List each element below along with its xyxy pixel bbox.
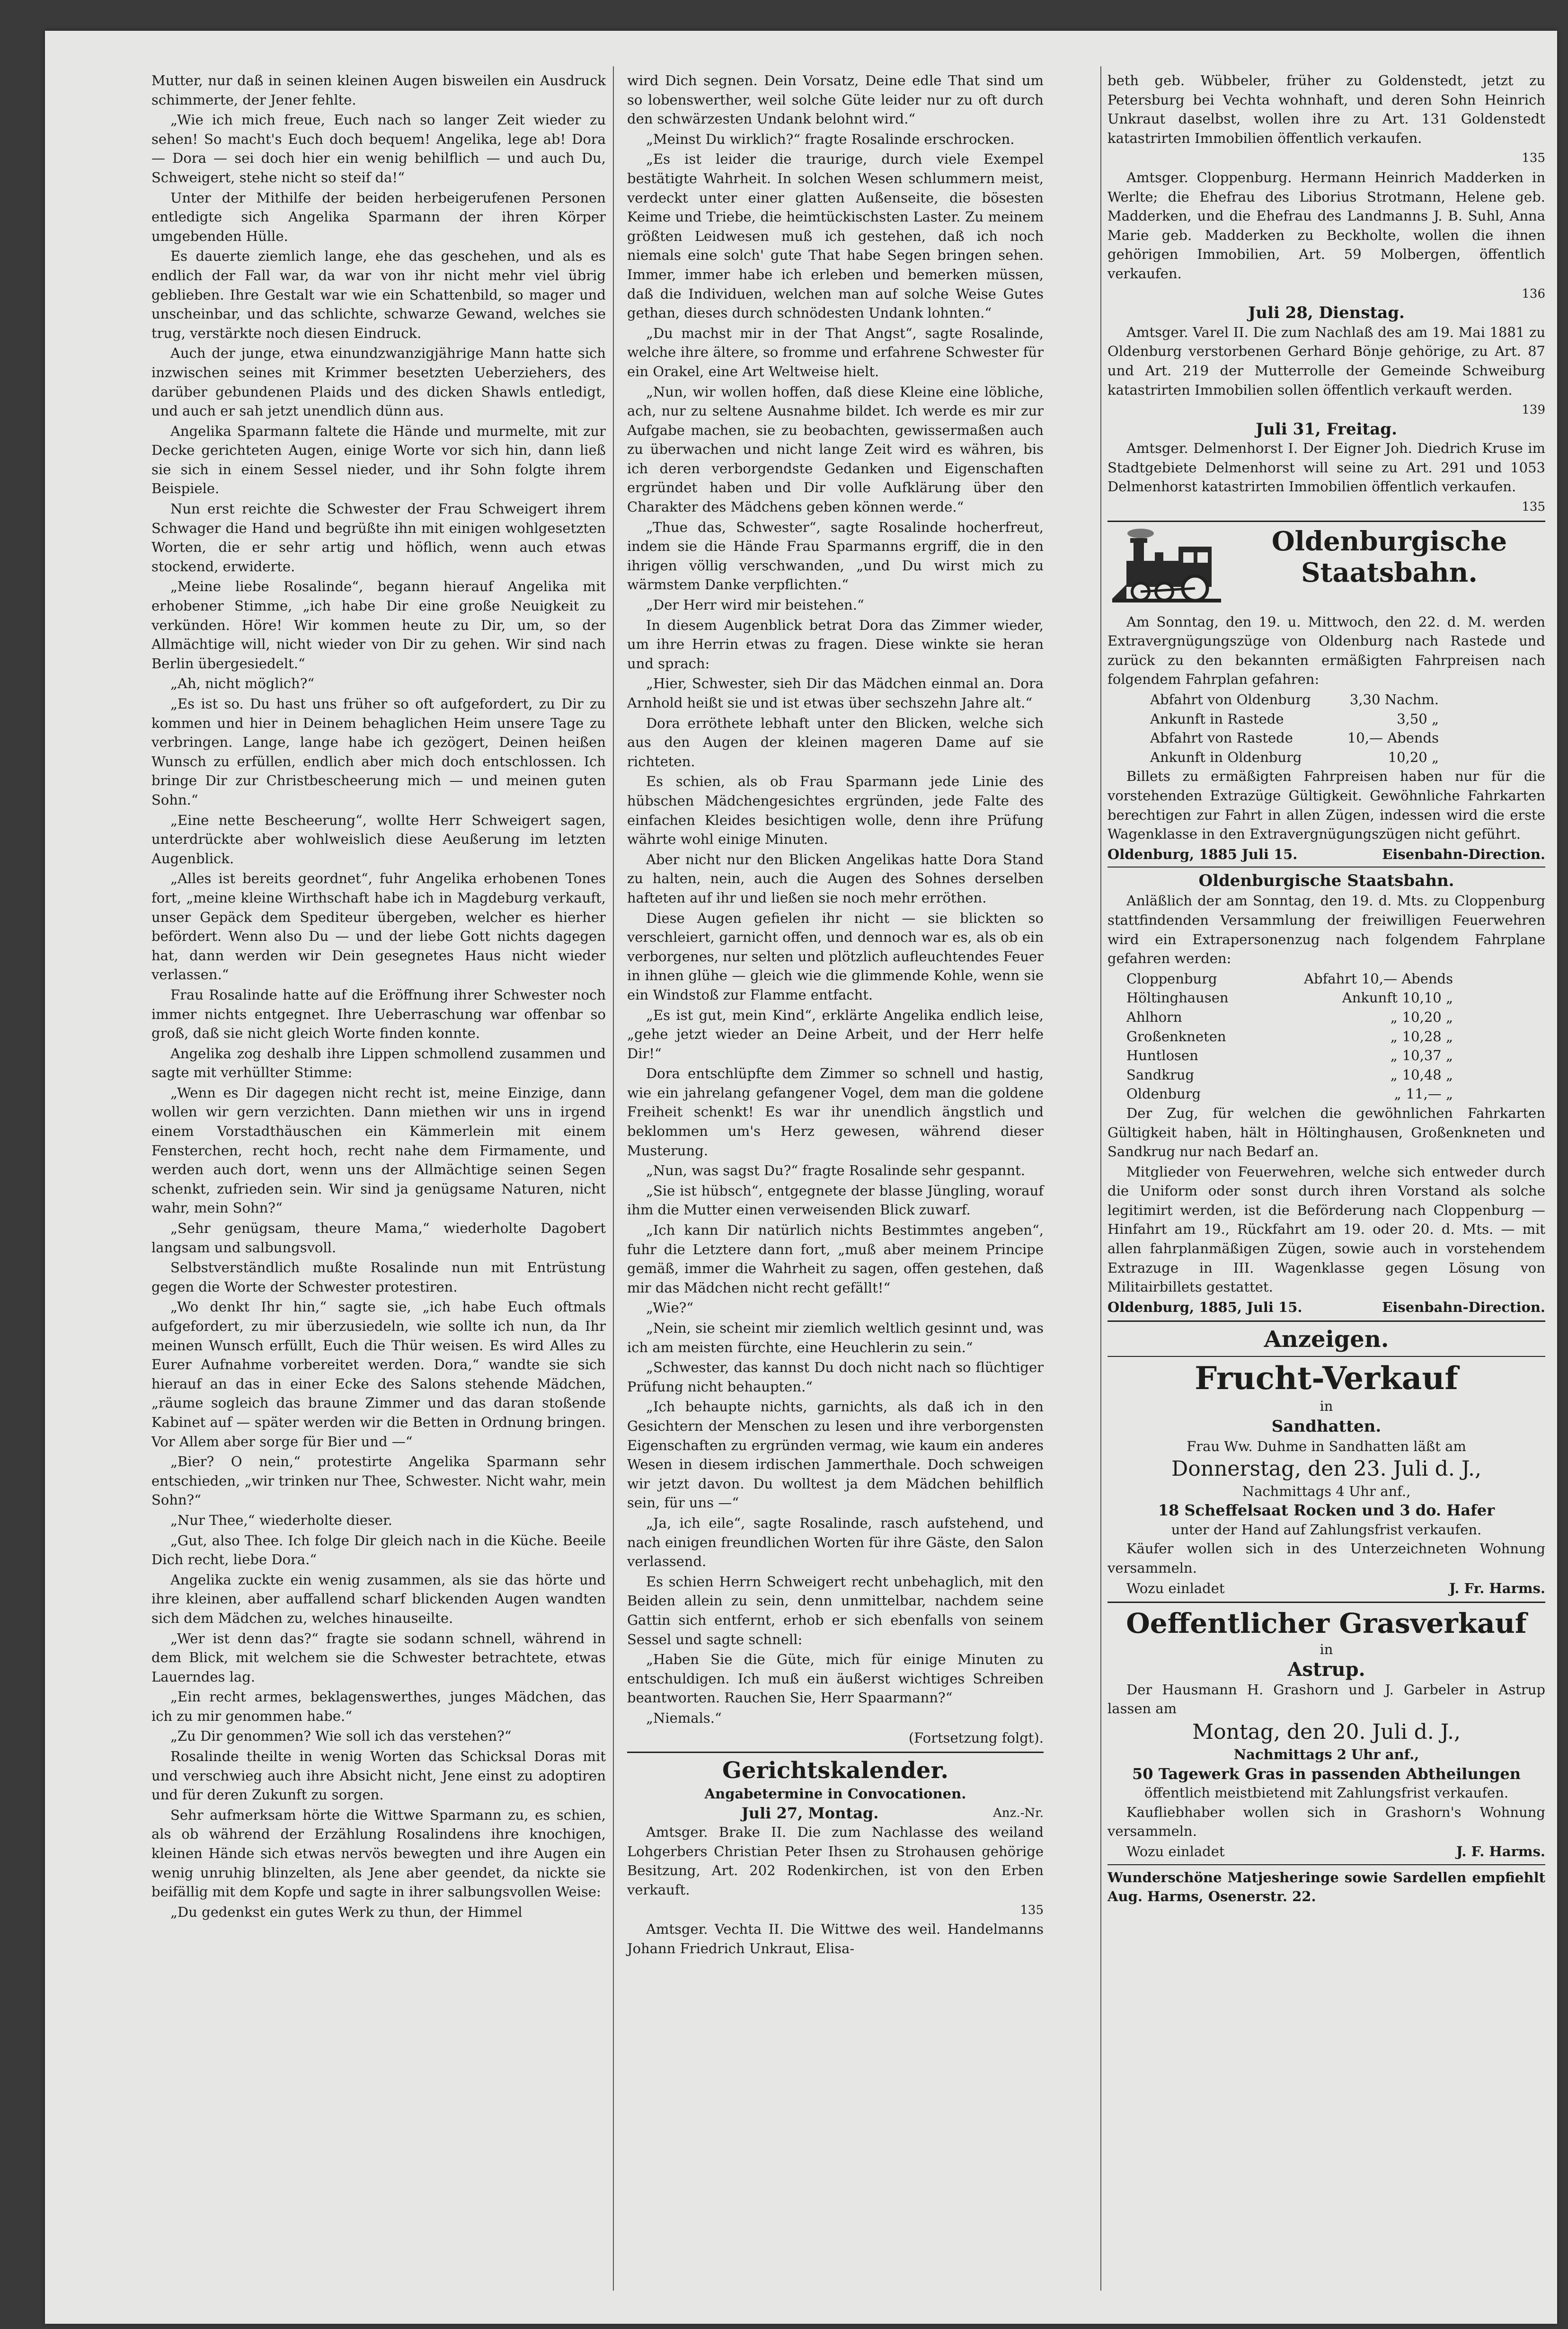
anz-nr-label: Anz.-Nr. (993, 1806, 1044, 1820)
section-divider (1107, 1320, 1545, 1322)
novel-paragraph: Es schien Herrn Schweigert recht unbehaglich, mit den Beiden allein zu sein, denn unmittelbar, nachdem seine Gattin sich entfernt, erhob er sich ebenfalls von seinem Sessel und sagte schnell: (627, 1573, 1044, 1647)
railway-text: Billets zu ermäßigten Fahrpreisen haben nur für die vorstehenden Extrazüge Gültigkeit. Gewöhnliche Fahrkarten berechtigen zur Fahrt in allen Zügen, indessen wird die erste Wagenklasse in den Extravergnügungszügen nicht geführt. (1107, 768, 1545, 842)
section-divider (1107, 1356, 1545, 1357)
timetable-row (1150, 709, 1444, 729)
railway-title-2: Staatsbahn. (1301, 557, 1478, 588)
grass-sale-text: Der Hausmann H. Grashorn und J. Garbeler in Astrup lassen am (1107, 1681, 1545, 1717)
grass-sale-text: öffentlich meistbietend mit Zahlungsfrist verkaufen. (1144, 1785, 1509, 1801)
entry-number: 139 (1522, 403, 1545, 417)
fruit-sale-title: Frucht-Verkauf (1195, 1360, 1458, 1397)
novel-column-2 (627, 71, 1044, 1959)
novel-paragraph: „Wenn es Dir dagegen nicht recht ist, meine Einzige, dann wollen wir gern verzichten. Dann miethen wir uns in irgend einem Vorstadthäuschen ein Kämmerlein mit einem Fensterchen, recht hoch, recht nahe dem Firmamente, und werden auch dort, wenn uns der Allmächtige seinen Segen schenkt, zufrieden sein. Wir sind ja genügsame Naturen, nicht wahr, mein Sohn?“ (151, 1084, 606, 1216)
column-rule (613, 66, 614, 2291)
invite-text: Wozu einladet (1126, 1580, 1225, 1596)
novel-paragraph: „Ah, nicht möglich?“ (170, 675, 315, 692)
court-entry: Amtsger. Vechta II. Die Wittwe des weil. Handelmanns Johann Friedrich Unkraut, Elisa- (627, 1921, 1044, 1957)
court-date: Juli 27, Montag. (741, 1804, 879, 1822)
novel-paragraph: Dora erröthete lebhaft unter den Blicken, welche sich aus den Augen der kleinen mageren Dame auf sie richteten. (627, 715, 1044, 770)
grass-sale-date: Montag, den 20. Juli d. J., (1192, 1719, 1461, 1744)
railway-text: Anläßlich der am Sonntag, den 19. d. Mts. zu Cloppenburg stattfindenden Versammlung der freiwilligen Feuerwehren wird ein Extrapersonenzug nach folgendem Fahrplane gefahren werden: (1107, 893, 1545, 967)
timetable-row (1126, 1084, 1458, 1104)
grass-sale-place: Astrup. (1287, 1658, 1365, 1681)
section-divider (1107, 1602, 1545, 1603)
timetable-1 (1150, 690, 1444, 767)
novel-paragraph: Es schien, als ob Frau Sparmann jede Linie des hübschen Mädchengesichtes ergründen, jede Falte des einfachen Kleides besichtigen wolle, denn ihre Prüfung währte wohl einige Minuten. (627, 773, 1044, 848)
timetable-row (1126, 969, 1458, 989)
timetable-row (1150, 748, 1444, 767)
novel-paragraph: „Hier, Schwester, sieh Dir das Mädchen einmal an. Dora Arnhold heißt sie und ist etwas über sechszehn Jahre alt.“ (627, 675, 1044, 711)
ad-signature: J. F. Harms. (1456, 1843, 1545, 1860)
court-entry: Amtsger. Cloppenburg. Hermann Heinrich Madderken in Werlte; die Ehefrau des Liborius Strotmann, Helene geb. Madderken, und die Ehefrau des Landmanns J. B. Suhl, Anna Marie geb. Madderken zu Beckholte, wollen die ihnen gehörigen Immobilien, Art. 59 Molbergen, öffentlich verkaufen. (1107, 169, 1545, 282)
railway-signature: Eisenbahn-Direction. (1382, 846, 1545, 862)
fruit-sale-in: in (1320, 1398, 1333, 1415)
railway-place-date: Oldenburg, 1885 Juli 15. (1107, 846, 1298, 862)
timetable-cell: Höltinghausen (1126, 990, 1229, 1006)
grass-sale-goods: 50 Tagewerk Gras in passenden Abtheilungen (1132, 1764, 1521, 1783)
court-entry: Amtsger. Varel II. Die zum Nachlaß des am 19. Mai 1881 zu Oldenburg verstorbenen Gerhard Bönje gehörige, zu Art. 87 und Art. 219 der Mutterrolle der Gemeinde Schweiburg katastrirten Immobilien sollen öffentlich verkauft werden. (1107, 324, 1545, 398)
fruit-sale-place: Sandhatten. (1271, 1417, 1382, 1436)
court-date: Juli 28, Dienstag. (1248, 303, 1405, 323)
timetable-cell: Oldenburg (1126, 1086, 1201, 1102)
timetable-cell: „ (1390, 1009, 1398, 1025)
fruit-sale-goods: 18 Scheffelsaat Rocken und 3 do. Hafer (1158, 1501, 1495, 1520)
timetable-cell: Ankunft (1342, 990, 1398, 1006)
timetable-cell: Huntlosen (1126, 1047, 1198, 1064)
novel-paragraph: Nun erst reichte die Schwester der Frau Schweigert ihrem Schwager die Hand und begrüßte ihn mit einigen wohlgesetzten Worten, die er sehr artig und höflich, wenn auch etwas stockend, erwiderte. (151, 501, 606, 575)
timetable-row (1126, 1008, 1458, 1027)
ads-column (1107, 71, 1545, 1907)
novel-paragraph: „Sie ist hübsch“, entgegnete der blasse Jüngling, worauf ihm die Mutter einen verweisenden Blick zuwarf. (627, 1182, 1044, 1218)
novel-paragraph: „Wer ist denn das?“ fragte sie sodann schnell, während in dem Blick, mit welchem sie die Schwester betrachtete, etwas Lauerndes lag. (151, 1630, 606, 1685)
novel-paragraph: „Du machst mir in der That Angst“, sagte Rosalinde, welche ihre ältere, so fromme und erfahrene Schwester für ein Orakel, eine Art Weltweise hielt. (627, 325, 1044, 380)
court-entry: Amtsger. Brake II. Die zum Nachlasse des weiland Lohgerbers Christian Peter Ihsen zu Strohausen gehörige Besitzung, Art. 202 Rodenkirchen, ist von den Erben verkauft. (627, 1824, 1044, 1898)
railway-title: Oldenburgische Staatsbahn. (1198, 871, 1454, 891)
timetable-cell: 10,20 „ (1388, 749, 1439, 765)
entry-number: 136 (1522, 286, 1545, 301)
timetable-cell: 3,30 Nachm. (1349, 691, 1439, 708)
novel-paragraph: „Ja, ich eile“, sagte Rosalinde, rasch aufstehend, und nach einigen freundlichen Worten für ihre Gäste, den Salon verlassend. (627, 1514, 1044, 1570)
timetable-row (1126, 1046, 1458, 1065)
locomotive-icon (1107, 528, 1226, 611)
fruit-sale-text: unter der Hand auf Zahlungsfrist verkaufen. (1171, 1521, 1482, 1538)
timetable-cell: Cloppenburg (1126, 970, 1217, 987)
fruit-sale-text: Käufer wollen sich in des Unterzeichneten Wohnung versammeln. (1107, 1541, 1545, 1576)
novel-paragraph: wird Dich segnen. Dein Vorsatz, Deine edle That sind um so lobenswerther, weil solche Güte leider nur zu oft durch den schwärzesten Undank belohnt wird.“ (627, 72, 1044, 127)
grass-sale-ad (1107, 1607, 1545, 1861)
timetable-cell: Abfahrt von Oldenburg (1150, 691, 1311, 708)
section-divider (1107, 867, 1545, 868)
novel-paragraph: „Bier? O nein,“ protestirte Angelika Sparmann sehr entschieden, „wir trinken nur Thee, Schwester. Nicht wahr, mein Sohn?“ (151, 1453, 606, 1508)
novel-paragraph: „Haben Sie die Güte, mich für einige Minuten zu entschuldigen. Ich muß ein äußerst wichtiges Schreiben beantworten. Rauchen Sie, Herr Spaarmann?“ (627, 1651, 1044, 1706)
ads-heading: Anzeigen. (1264, 1326, 1389, 1353)
novel-paragraph: Dora entschlüpfte dem Zimmer so schnell und hastig, wie ein jahrelang gefangener Vogel, dem man die goldene Freiheit schenkt! Es war ihr unendlich ängstlich und beklommen um's Herz gewesen, während dieser Musterung. (627, 1065, 1044, 1159)
novel-paragraph: „Gut, also Thee. Ich folge Dir gleich nach in die Küche. Beeile Dich recht, liebe Dora.“ (151, 1532, 606, 1568)
novel-continuation (627, 71, 1044, 1727)
timetable-cell: „ (1390, 1028, 1398, 1045)
timetable-row (1150, 728, 1444, 748)
timetable-cell: 10,20 „ (1402, 1009, 1453, 1025)
novel-paragraph: „Alles ist bereits geordnet“, fuhr Angelika erhobenen Tones fort, „meine kleine Wirthschaft habe ich in Magdeburg verkauft, unser Gepäck dem Spediteur übergeben, welcher es hierher befördert. Wenn also Du — und der liebe Gott nichts dagegen hat, dann werden wir Dein gesegnetes Haus nicht wieder verlassen.“ (151, 870, 606, 983)
novel-paragraph: Unter der Mithilfe der beiden herbeigerufenen Personen entledigte sich Angelika Sparmann der ihren Körper umgebenden Hülle. (151, 189, 606, 244)
novel-paragraph: „Es ist leider die traurige, durch viele Exempel bestätigte Wahrheit. In solchen Wesen schlummern meist, verdeckt unter einer glatten Außenseite, die bösesten Keime und Triebe, die heimtückischsten Laster. Zu meinem größten Leidwesen muß ich gestehen, daß ich noch niemals eine solch' gute That habe Segen bringen sehen. Immer, immer habe ich erleben und bemerken müssen, daß die Individuen, welchen man auf solche Weise Gutes gethan, dieses durch schnödesten Undank lohnten.“ (627, 151, 1044, 321)
court-calendar-subtitle: Angabetermine in Convocationen. (704, 1786, 966, 1802)
novel-paragraph: Es dauerte ziemlich lange, ehe das geschehen, und als es endlich der Fall war, da war von ihr nicht mehr viel übrig geblieben. Ihre Gestalt war wie ein Schattenbild, so mager und unscheinbar, und das schlichte, schwarze Gewand, welches sie trug, verstärkte noch diesen Eindruck. (151, 248, 606, 341)
timetable-cell: 10,10 „ (1402, 990, 1453, 1006)
novel-paragraph: „Wie ich mich freue, Euch nach so langer Zeit wieder zu sehen! So macht's Euch doch bequem! Angelika, lege ab! Dora — Dora — sei doch hier ein wenig behilflich — und auch Du, Schweigert, stehe nicht so steif da!“ (151, 112, 606, 186)
novel-paragraph: „Nur Thee,“ wiederholte dieser. (170, 1512, 392, 1528)
timetable-cell: „ (1394, 1086, 1401, 1102)
section-divider (1107, 1864, 1545, 1865)
novel-paragraph: Sehr aufmerksam hörte die Wittwe Sparmann zu, es schien, als ob während der Erzählung Rosalindens ihre knochigen, kleinen Hände sich etwas nervös bewegten und ihre Augen ein wenig unruhig blinzelten, als Jene aber geendet, da nickte sie beifällig mit dem Kopfe und sagte in ihrer salbungsvollen Weise: (151, 1807, 606, 1900)
railway-ad-2 (1107, 870, 1545, 1317)
railway-text: Der Zug, für welchen die gewöhnlichen Fahrkarten Gültigkeit haben, hält in Höltinghausen, Großenkneten und Sandkrug nur nach Bedarf an. (1107, 1105, 1545, 1160)
grass-sale-title: Oeffentlicher Grasverkauf (1126, 1607, 1527, 1640)
novel-paragraph: Diese Augen gefielen ihr nicht — sie blickten so verschleiert, garnicht offen, und dennoch war es, als ob ein verborgenes, nur selten und plötzlich aufleuchtendes Feuer in ihnen glühe — gleich wie die glimmende Kohle, wenn sie ein Windstoß zur Flamme entfacht. (627, 910, 1044, 1003)
continuation-note: (Fortsetzung folgt). (908, 1730, 1044, 1746)
invite-text: Wozu einladet (1126, 1843, 1225, 1860)
novel-paragraph: Angelika zog deshalb ihre Lippen schmollend zusammen und sagte mit verhüllter Stimme: (151, 1045, 606, 1081)
fruit-sale-date: Donnerstag, den 23. Juli d. J., (1171, 1456, 1482, 1481)
timetable-cell: Großenkneten (1126, 1028, 1226, 1045)
timetable-cell: Abfahrt von Rastede (1150, 730, 1293, 746)
herring-ad: Wunderschöne Matjesheringe sowie Sardellen empfiehlt Aug. Harms, Osenerstr. 22. (1107, 1869, 1545, 1905)
timetable-cell: 3,50 „ (1397, 710, 1439, 727)
timetable-cell: „ (1390, 1047, 1398, 1064)
ad-signature: J. Fr. Harms. (1449, 1580, 1545, 1596)
novel-paragraph: „Zu Dir genommen? Wie soll ich das verstehen?“ (170, 1728, 512, 1745)
timetable-row (1126, 1027, 1458, 1046)
novel-paragraph: „Ich kann Dir natürlich nichts Bestimmtes angeben“, fuhr die Letztere dann fort, „muß aber meinem Principe gemäß, immer die Wahrheit zu sagen, offen gestehen, daß mir das Mädchen nicht recht gefällt!“ (627, 1222, 1044, 1296)
timetable-row (1126, 988, 1458, 1008)
grass-sale-text: Kaufliebhaber wollen sich in Grashorn's Wohnung versammeln. (1107, 1804, 1545, 1840)
railway-place-date: Oldenburg, 1885, Juli 15. (1107, 1299, 1302, 1315)
novel-paragraph: Rosalinde theilte in wenig Worten das Schicksal Doras mit und verschwieg auch ihre Absicht nicht, Jene einst zu adoptiren und für deren Zukunft zu sorgen. (151, 1748, 606, 1803)
timetable-cell: 10,48 „ (1402, 1066, 1453, 1083)
grass-sale-time: Nachmittags 2 Uhr anf., (1233, 1746, 1419, 1762)
timetable-cell: Sandkrug (1126, 1066, 1195, 1083)
timetable-cell: 10,37 „ (1402, 1047, 1453, 1064)
railway-title-1: Oldenburgische (1271, 525, 1507, 557)
novel-paragraph: „Du gedenkst ein gutes Werk zu thun, der Himmel (170, 1904, 523, 1920)
timetable-cell: Abfahrt (1304, 970, 1357, 987)
entry-number: 135 (1522, 151, 1545, 166)
novel-paragraph: Angelika zuckte ein wenig zusammen, als sie das hörte und ihre kleinen, aber auffallend scharf blickenden Augen wandten sich dem Mädchen zu, welches hinauseilte. (151, 1571, 606, 1626)
timetable-cell: 10,— Abends (1361, 970, 1453, 987)
novel-paragraph: Frau Rosalinde hatte auf die Eröffnung ihrer Schwester noch immer nichts entgegnet. Ihre Ueberraschung war offenbar so groß, daß sie nicht gleich Worte finden konnte. (151, 986, 606, 1042)
railway-ad-1 (1107, 526, 1545, 864)
court-entry: beth geb. Wübbeler, früher zu Goldenstedt, jetzt zu Petersburg bei Vechta wohnhaft, und deren Sohn Heinrich Unkraut daselbst, wollen ihre zu Art. 131 Goldenstedt katastrirten Immobilien öffentlich verkaufen. (1107, 72, 1545, 146)
section-divider (1107, 521, 1545, 522)
timetable-row (1150, 690, 1444, 709)
section-divider (627, 1752, 1044, 1753)
timetable-cell: „ (1390, 1066, 1398, 1083)
timetable-cell: Ankunft in Oldenburg (1150, 749, 1302, 765)
novel-paragraph: Selbstverständlich mußte Rosalinde nun mit Entrüstung gegen die Worte der Schwester protestiren. (151, 1259, 606, 1295)
fruit-sale-ad (1107, 1360, 1545, 1598)
timetable-cell: 10,— Abends (1347, 730, 1439, 746)
novel-paragraph: „Ich behaupte nichts, garnichts, als daß ich in den Gesichtern der Menschen zu lesen und ihre verborgensten Eigenschaften zu ergründen vermag, wie kaum ein anderes Wesen in diesem irdischen Jammerthale. Doch schweigen wir jetzt davon. Du wolltest ja dem Mädchen behilflich sein, für uns —“ (627, 1399, 1044, 1511)
novel-paragraph: Mutter, nur daß in seinen kleinen Augen bisweilen ein Ausdruck schimmerte, der Jener fehlte. (151, 72, 606, 108)
novel-column-1 (151, 71, 606, 1922)
timetable-row (1126, 1065, 1458, 1085)
novel-paragraph: „Nun, was sagst Du?“ fragte Rosalinde sehr gespannt. (646, 1162, 1026, 1179)
novel-paragraph: „Wie?“ (646, 1300, 694, 1316)
novel-paragraph: „Niemals.“ (646, 1709, 722, 1726)
novel-paragraph: „Nun, wir wollen hoffen, daß diese Kleine eine löbliche, ach, nur zu seltene Ausnahme bildet. Ich werde es mir zur Aufgabe machen, sie zu beobachten, gewissermaßen auch zu überwachen und nicht lange Zeit wird es währen, bis ich deren verborgendste Gedanken und Eigenschaften ergründet haben und Dir volle Aufklärung über den Charakter des Mädchens geben können werde.“ (627, 383, 1044, 515)
novel-paragraph: Aber nicht nur den Blicken Angelikas hatte Dora Stand zu halten, nein, auch die Augen des Sohnes derselben hafteten auf ihr und ließen sie noch mehr erröthen. (627, 851, 1044, 906)
novel-paragraph: „Es ist gut, mein Kind“, erklärte Angelika endlich leise, „gehe jetzt wieder an Deine Arbeit, und der Herr helfe Dir!“ (627, 1007, 1044, 1062)
railway-text: Am Sonntag, den 19. u. Mittwoch, den 22. d. M. werden Extravergnügungszüge von Oldenburg nach Rastede und zurück zu den bekannten ermäßigten Fahrpreisen nach folgendem Fahrplan gefahren: (1107, 613, 1545, 688)
timetable-cell: 11,— „ (1406, 1086, 1453, 1102)
novel-paragraph: Angelika Sparmann faltete die Hände und murmelte, mit zur Decke gerichteten Augen, einige Worte vor sich hin, dann ließ sie sich in einem Sessel nieder, und ihr Sohn folgte ihrem Beispiele. (151, 423, 606, 497)
timetable-cell: Ankunft in Rastede (1150, 710, 1284, 727)
fruit-sale-text: Frau Ww. Duhme in Sandhatten läßt am (1187, 1438, 1466, 1455)
court-date: Juli 31, Freitag. (1256, 419, 1397, 439)
novel-paragraph: In diesem Augenblick betrat Dora das Zimmer wieder, um ihre Herrin etwas zu fragen. Diese winkte sie heran und sprach: (627, 617, 1044, 672)
entry-number: 135 (1020, 1903, 1044, 1917)
timetable-cell: Ahlhorn (1126, 1009, 1182, 1025)
novel-paragraph: „Meine liebe Rosalinde“, begann hierauf Angelika mit erhobener Stimme, „ich habe Dir eine große Neuigkeit zu verkünden. Höre! Wir kommen heute zu Dir, um, so der Allmächtige will, nicht wieder von Dir zu gehen. Wir sind nach Berlin übergesiedelt.“ (151, 578, 606, 672)
railway-signature: Eisenbahn-Direction. (1382, 1299, 1545, 1315)
novel-paragraph: Auch der junge, etwa einundzwanzigjährige Mann hatte sich inzwischen seines mit Krimmer besetzten Ueberziehers, des darüber gebundenen Plaids und des dicken Shawls entledigt, und auch er sah jetzt unendlich dünn aus. (151, 345, 606, 419)
railway-text: Mitglieder von Feuerwehren, welche sich entweder durch die Uniform oder sonst durch ihren Vorstand als solche legitimirt werden, ist die Beförderung nach Cloppenburg — Hinfahrt am 19., Rückfahrt am 19. oder 20. d. Mts. — mit allen fahrplanmäßigen Zügen, sowie auch in vorstehendem Extrazuge in III. Wagenklasse gegen Lösung von Militairbillets gestattet. (1107, 1163, 1545, 1295)
court-entry: Amtsger. Delmenhorst I. Der Eigner Joh. Diedrich Kruse im Stadtgebiete Delmenhorst will seine zu Art. 291 und 1053 Delmenhorst katastrirten Immobilien öffentlich verkaufen. (1107, 440, 1545, 495)
novel-paragraph: „Nein, sie scheint mir ziemlich weltlich gesinnt und, was ich am meisten fürchte, eine Heuchlerin zu sein.“ (627, 1320, 1044, 1355)
novel-paragraph: „Wo denkt Ihr hin,“ sagte sie, „ich habe Euch oftmals aufgefordert, zu mir überzusiedeln, wie sollte ich nun, da Ihr meinen Wunsch erfüllt, Euch die Thür weisen. Es wird Alles zu Eurer Aufnahme vorbereitet werden. Dora,“ wandte sie sich hierauf an das in einer Ecke des Salons stehende Mädchen, „räume sogleich das braune Zimmer und das daran stoßende Kabinet auf — später werden wir die Betten in Ordnung bringen. Vor Allem aber sorge für Bier und —“ (151, 1299, 606, 1450)
novel-paragraph: „Schwester, das kannst Du doch nicht nach so flüchtiger Prüfung nicht behaupten.“ (627, 1359, 1044, 1395)
novel-paragraph: „Eine nette Bescheerung“, wollte Herr Schweigert sagen, unterdrückte aber wohlweislich diese Aeußerung im letzten Augenblick. (151, 812, 606, 867)
novel-paragraph: „Meinst Du wirklich?“ fragte Rosalinde erschrocken. (646, 131, 1015, 147)
novel-paragraph: „Ein recht armes, beklagenswerthes, junges Mädchen, das ich zu mir genommen habe.“ (151, 1689, 606, 1724)
entry-number: 135 (1522, 500, 1545, 514)
timetable-2 (1126, 969, 1458, 1104)
column-rule (1100, 66, 1101, 2291)
grass-sale-in: in (1320, 1641, 1333, 1658)
novel-paragraph: „Es ist so. Du hast uns früher so oft aufgefordert, zu Dir zu kommen und hier in Deinem behaglichen Heim unsere Tage zu verbringen. Lange, lange habe ich gezögert, Deinen heißen Wunsch zu erfüllen, endlich aber mich doch entschlossen. Ich bringe Dir zur Christbescheerung mich — und meinen guten Sohn.“ (151, 696, 606, 808)
court-calendar-title: Gerichtskalender. (722, 1757, 949, 1784)
novel-paragraph: „Thue das, Schwester“, sagte Rosalinde hocherfreut, indem sie die Hände Frau Sparmanns ergriff, die in den ihrigen völlig verschwanden, „und Du wirst mich zu wärmstem Danke verpflichten.“ (627, 519, 1044, 593)
timetable-cell: 10,28 „ (1402, 1028, 1453, 1045)
fruit-sale-time: Nachmittags 4 Uhr anf., (1242, 1483, 1411, 1499)
novel-paragraph: „Sehr genügsam, theure Mama,“ wiederholte Dagobert langsam und salbungsvoll. (151, 1220, 606, 1256)
novel-paragraph: „Der Herr wird mir beistehen.“ (646, 597, 864, 613)
